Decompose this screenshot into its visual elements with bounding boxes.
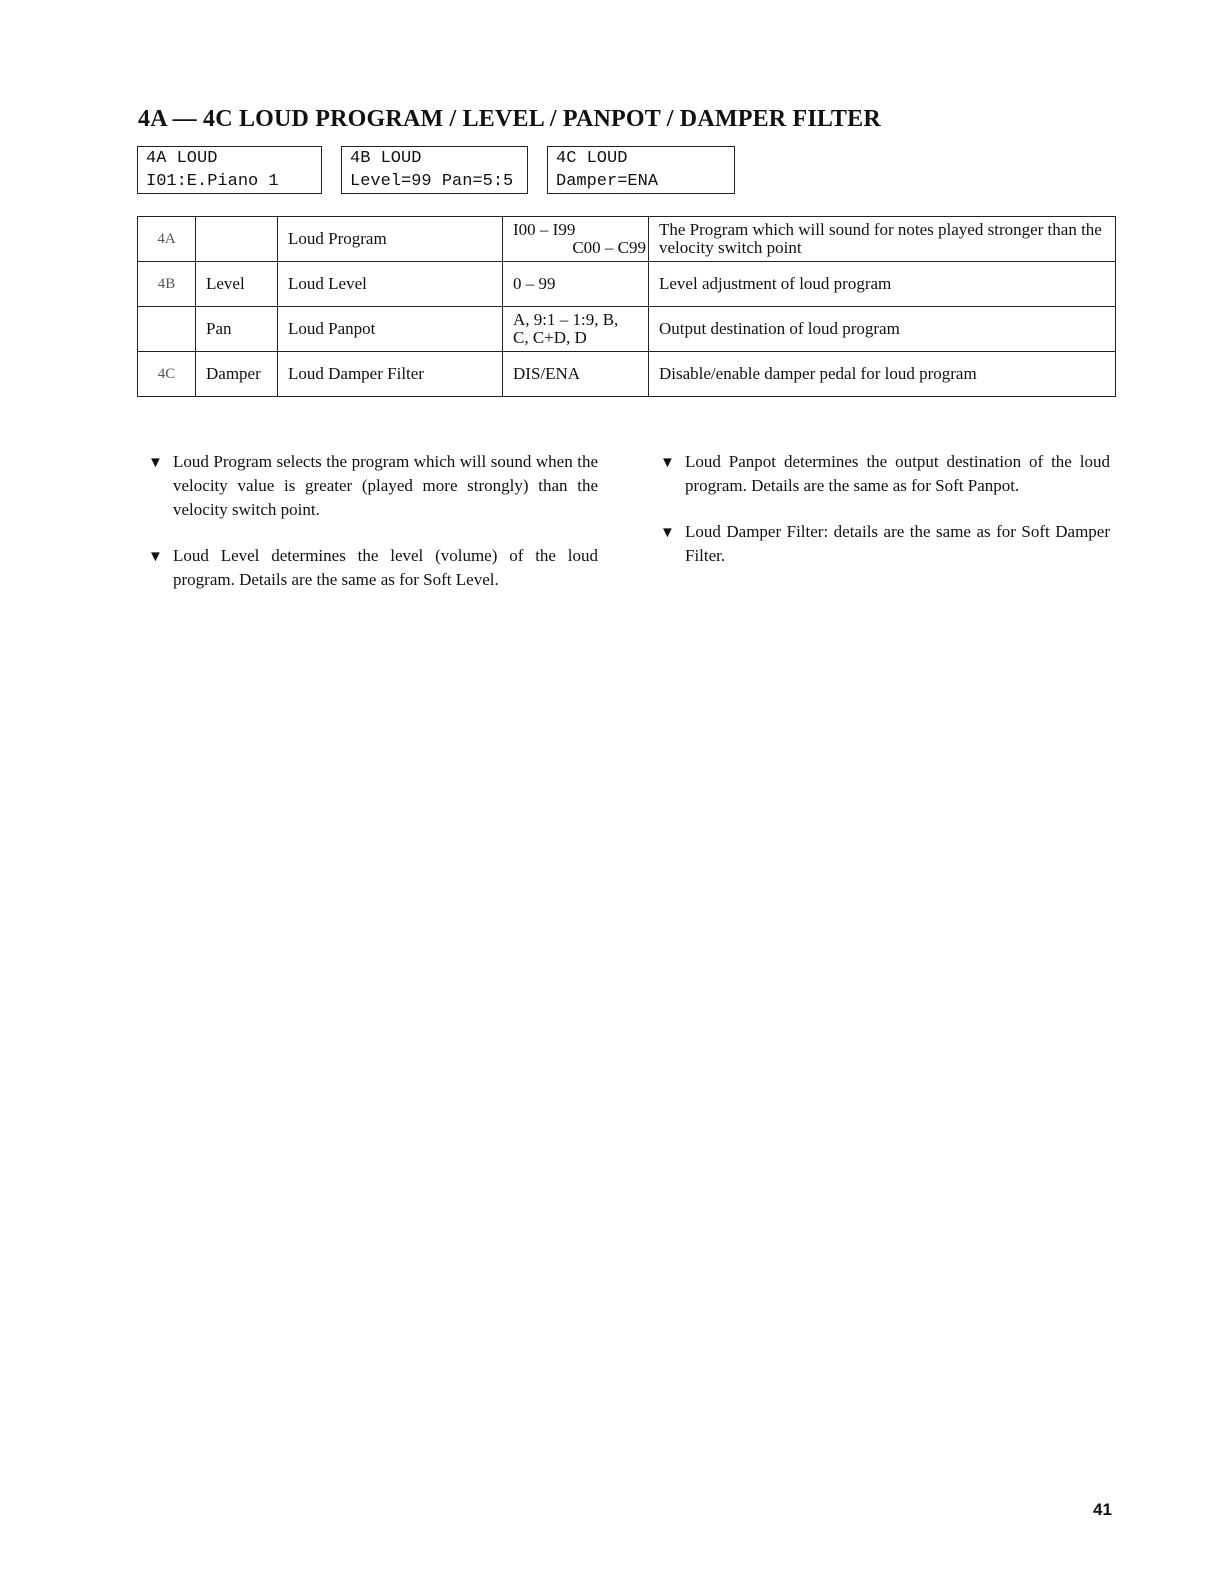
notes-left-column bbox=[148, 450, 598, 614]
lcd-display-4a bbox=[137, 146, 322, 194]
cell-page: 4B bbox=[138, 262, 196, 307]
table-row bbox=[138, 307, 1116, 352]
lcd-display-4b bbox=[341, 146, 528, 194]
lcd-line: Damper=ENA bbox=[556, 172, 659, 191]
cell-parameter-name: Loud Level bbox=[278, 262, 503, 307]
cell-range bbox=[503, 352, 649, 397]
notes-right-column bbox=[660, 450, 1110, 590]
cell-description: Output destination of loud program bbox=[649, 307, 1116, 352]
note-text: Loud Program selects the program which will sound when the velocity value is greater (played more strongly) than the velocity switch point. bbox=[173, 452, 598, 519]
cell-short-name: Damper bbox=[196, 352, 278, 397]
page-number: 41 bbox=[1093, 1500, 1112, 1519]
cell-parameter-name: Loud Damper Filter bbox=[278, 352, 503, 397]
cell-range bbox=[503, 262, 649, 307]
cell-short-name: Level bbox=[196, 262, 278, 307]
lcd-line: 4C LOUD bbox=[556, 149, 628, 168]
cell-description: The Program which will sound for notes played stronger than the velocity switch point bbox=[649, 217, 1116, 262]
lcd-line: 4A LOUD bbox=[146, 149, 218, 168]
cell-short-name bbox=[196, 217, 278, 262]
range-line: DIS/ENA bbox=[513, 364, 581, 383]
lcd-line: I01:E.Piano 1 bbox=[146, 172, 279, 191]
lcd-line: Level=99 Pan=5:5 bbox=[350, 172, 514, 191]
cell-page: 4A bbox=[138, 217, 196, 262]
cell-page bbox=[138, 307, 196, 352]
down-triangle-icon: ▼ bbox=[660, 525, 675, 541]
note-item bbox=[660, 450, 1110, 498]
note-item bbox=[148, 450, 598, 522]
range-line: C, C+D, D bbox=[513, 328, 587, 347]
cell-range bbox=[503, 307, 649, 352]
note-text: Loud Panpot determines the output destination of the loud program. Details are the same as for Soft Panpot. bbox=[685, 452, 1110, 495]
cell-parameter-name: Loud Panpot bbox=[278, 307, 503, 352]
cell-short-name: Pan bbox=[196, 307, 278, 352]
note-item bbox=[660, 520, 1110, 568]
down-triangle-icon: ▼ bbox=[660, 455, 675, 471]
range-line: 0 – 99 bbox=[513, 274, 556, 293]
range-line: I00 – I99 bbox=[513, 220, 576, 239]
range-line: A, 9:1 – 1:9, B, bbox=[513, 310, 619, 329]
note-text: Loud Level determines the level (volume) of the loud program. Details are the same as for Soft Level. bbox=[173, 546, 598, 589]
note-item bbox=[148, 544, 598, 592]
cell-description: Level adjustment of loud program bbox=[649, 262, 1116, 307]
range-line: C00 – C99 bbox=[572, 238, 646, 257]
cell-page: 4C bbox=[138, 352, 196, 397]
lcd-line: 4B LOUD bbox=[350, 149, 422, 168]
table-row bbox=[138, 262, 1116, 307]
parameter-table bbox=[137, 216, 1116, 397]
page-title: 4A — 4C LOUD PROGRAM / LEVEL / PANPOT / DAMPER FILTER bbox=[138, 106, 881, 132]
cell-parameter-name: Loud Program bbox=[278, 217, 503, 262]
lcd-display-4c bbox=[547, 146, 735, 194]
down-triangle-icon: ▼ bbox=[148, 455, 163, 471]
table-row bbox=[138, 352, 1116, 397]
table-row bbox=[138, 217, 1116, 262]
cell-description: Disable/enable damper pedal for loud program bbox=[649, 352, 1116, 397]
down-triangle-icon: ▼ bbox=[148, 549, 163, 565]
cell-range bbox=[503, 217, 649, 262]
note-text: Loud Damper Filter: details are the same as for Soft Damper Filter. bbox=[685, 522, 1110, 565]
